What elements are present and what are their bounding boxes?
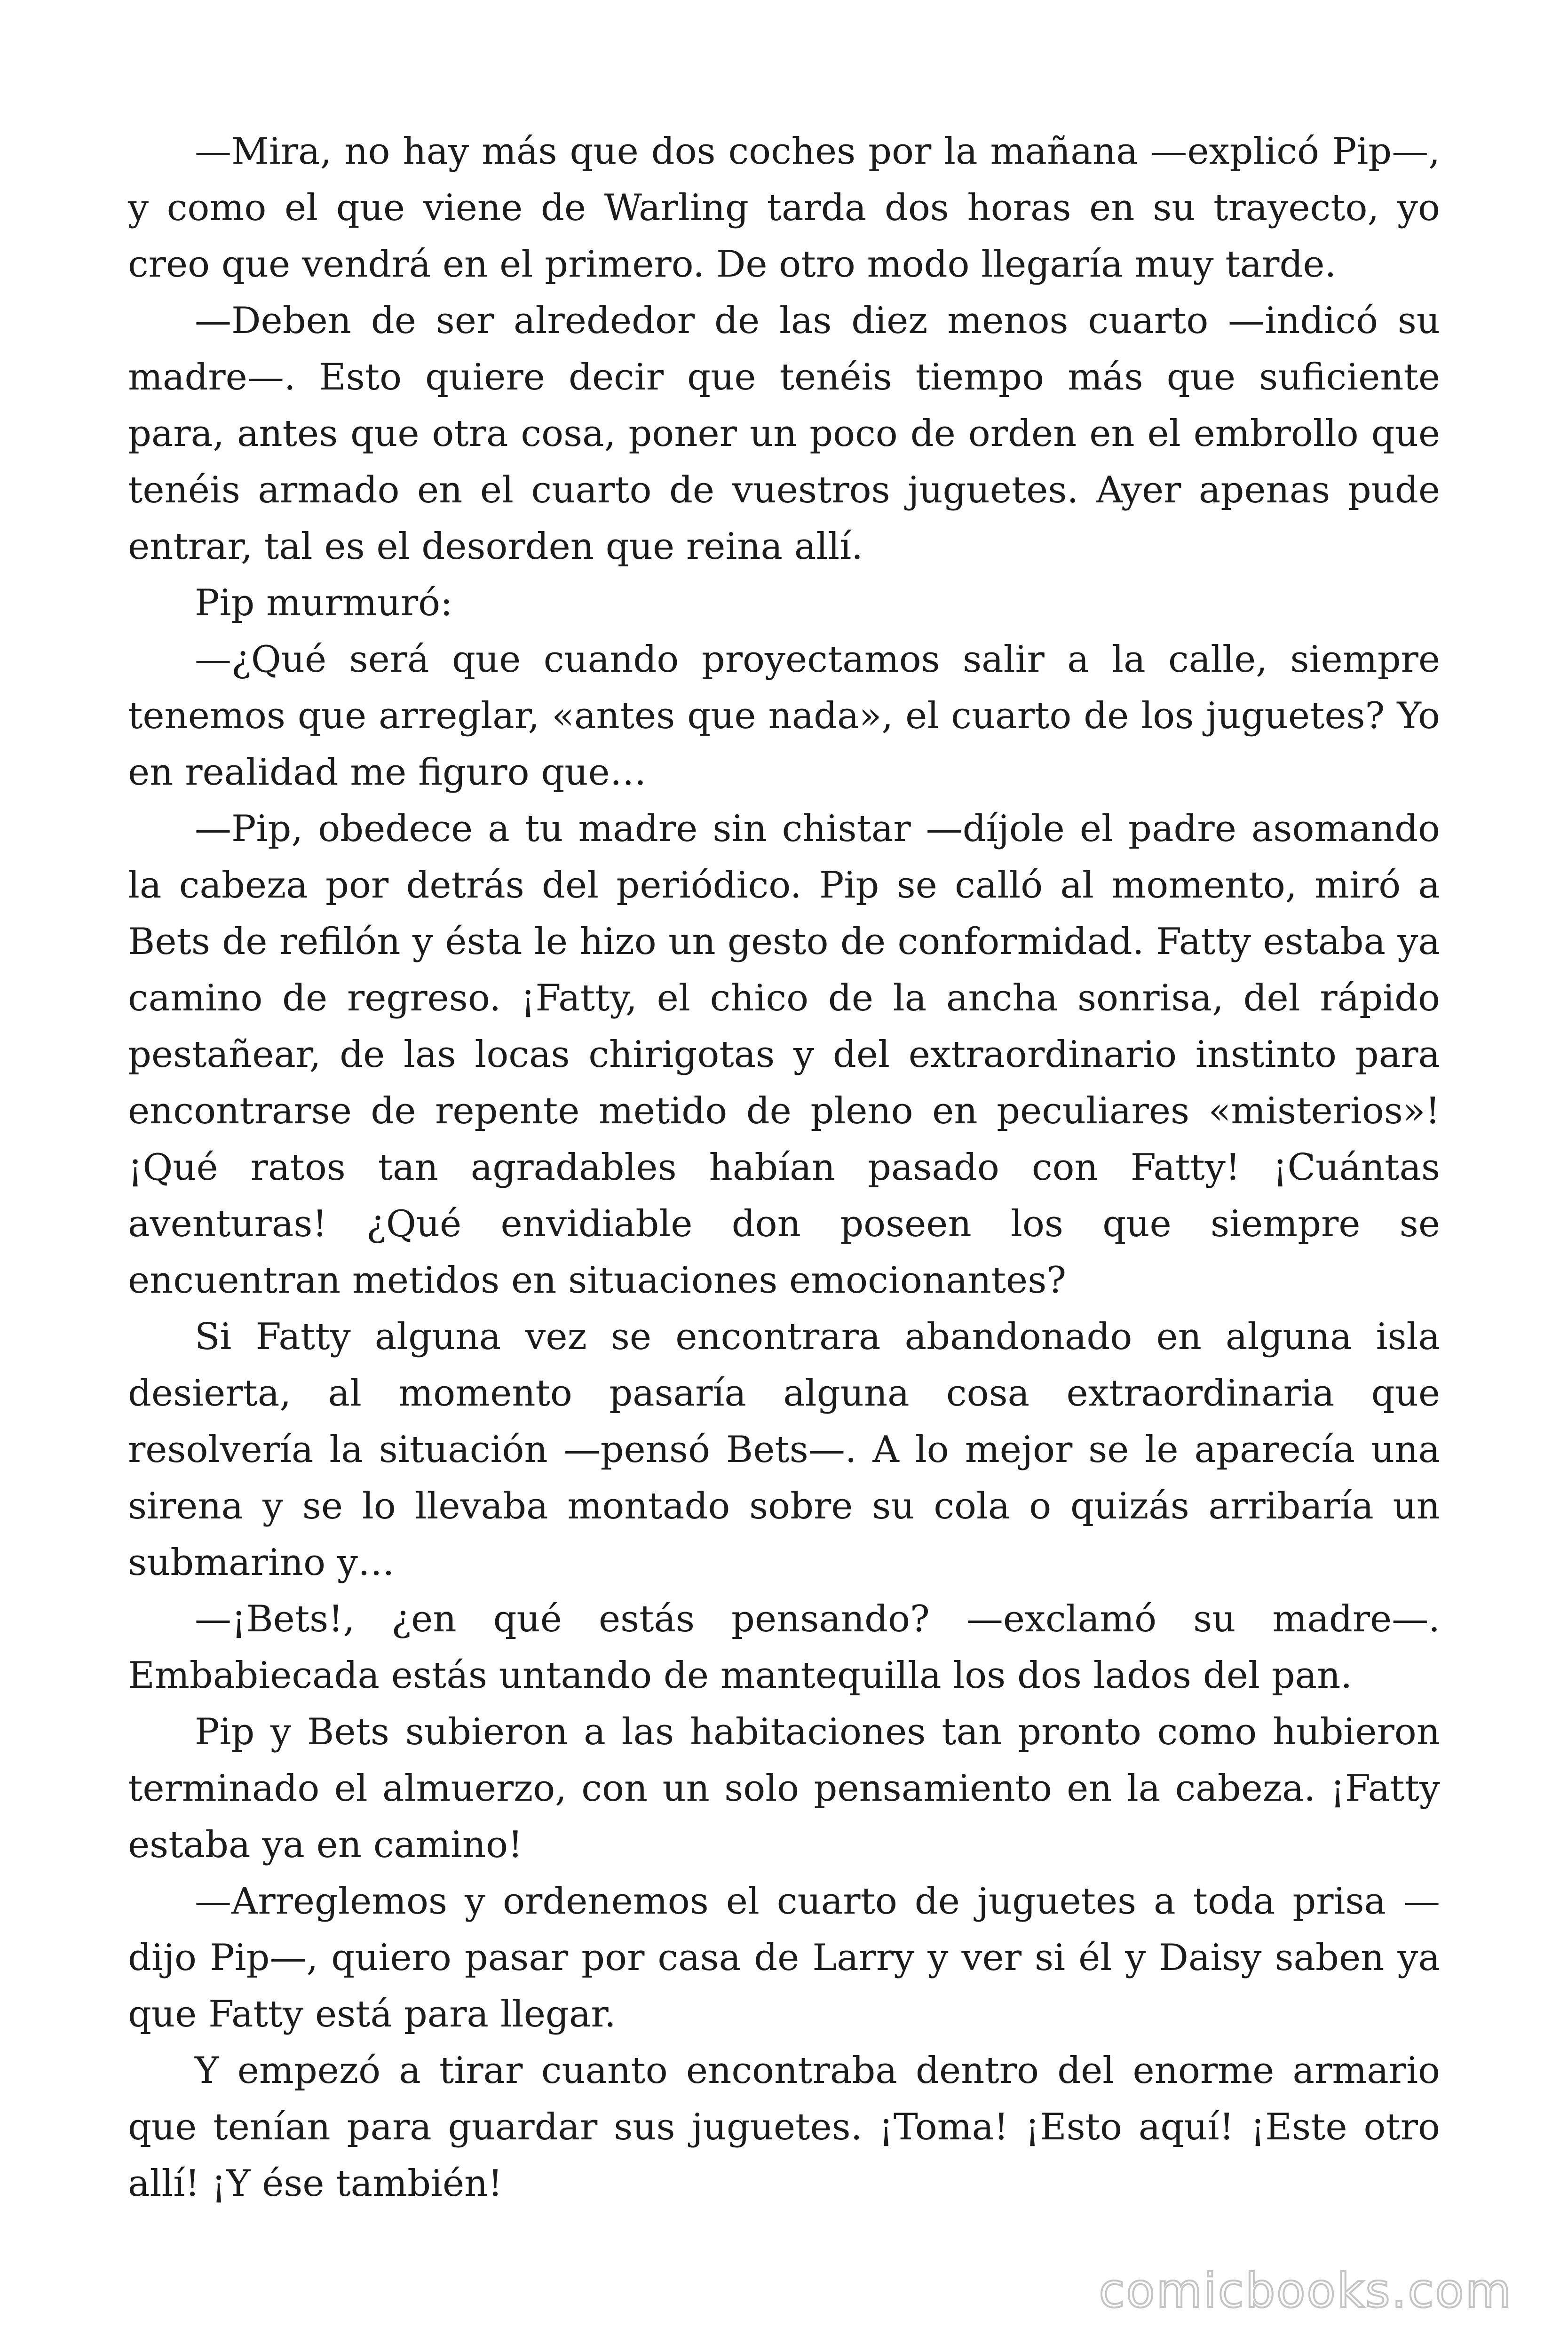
body-text [128,123,1440,2212]
watermark: comicbooks.com [1099,2263,1513,2318]
paragraph: —Mira, no hay más que dos coches por la mañana —explicó Pip—, y como el que viene de Warling tarda dos horas en su trayecto, yo creo que vendrá en el primero. De otro modo llegaría muy tarde. [128,130,1440,286]
paragraph: Si Fatty alguna vez se encontrara abandonado en alguna isla desierta, al momento pasaría alguna cosa extraordinaria que resolvería la situación —pensó Bets—. A lo mejor se le aparecía una sirena y se lo llevaba montado sobre su cola o quizás arribaría un submarino y… [128,1316,1440,1584]
paragraph: —¿Qué será que cuando proyectamos salir a la calle, siempre tenemos que arreglar, «antes que nada», el cuarto de los juguetes? Yo en realidad me figuro que… [128,638,1440,794]
paragraph: —Pip, obedece a tu madre sin chistar —díjole el padre asomando la cabeza por detrás del periódico. Pip se calló al momento, miró a Bets de refilón y ésta le hizo un gesto de conformidad. Fatty estaba ya camino de regreso. ¡Fatty, el chico de la ancha sonrisa, del rápido pestañear, de las locas chirigotas y del extraordinario instinto para encontrarse de repente metido de pleno en peculiares «misterios»! ¡Qué ratos tan agradables habían pasado con Fatty! ¡Cuántas aventuras! ¿Qué envidiable don poseen los que siempre se encuentran metidos en situaciones emocionantes? [128,808,1440,1302]
paragraph: Pip y Bets subieron a las habitaciones tan pronto como hubieron terminado el almuerzo, con un solo pensamiento en la cabeza. ¡Fatty estaba ya en camino! [128,1711,1440,1866]
paragraph: Y empezó a tirar cuanto encontraba dentro del enorme armario que tenían para guardar sus juguetes. ¡Toma! ¡Esto aquí! ¡Este otro allí! ¡Y ése también! [128,2050,1440,2205]
paragraph: —¡Bets!, ¿en qué estás pensando? —exclamó su madre—. Embabiecada estás untando de mantequilla los dos lados del pan. [128,1598,1440,1697]
paragraph: Pip murmuró: [195,582,453,624]
paragraph: —Deben de ser alrededor de las diez menos cuarto —indicó su madre—. Esto quiere decir que tenéis tiempo más que suficiente para, antes que otra cosa, poner un poco de orden en el embrollo que tenéis armado en el cuarto de vuestros juguetes. Ayer apenas pude entrar, tal es el desorden que reina allí. [128,300,1440,568]
paragraph: —Arreglemos y ordenemos el cuarto de juguetes a toda prisa —dijo Pip—, quiero pasar por casa de Larry y ver si él y Daisy saben ya que Fatty está para llegar. [128,1880,1440,2035]
